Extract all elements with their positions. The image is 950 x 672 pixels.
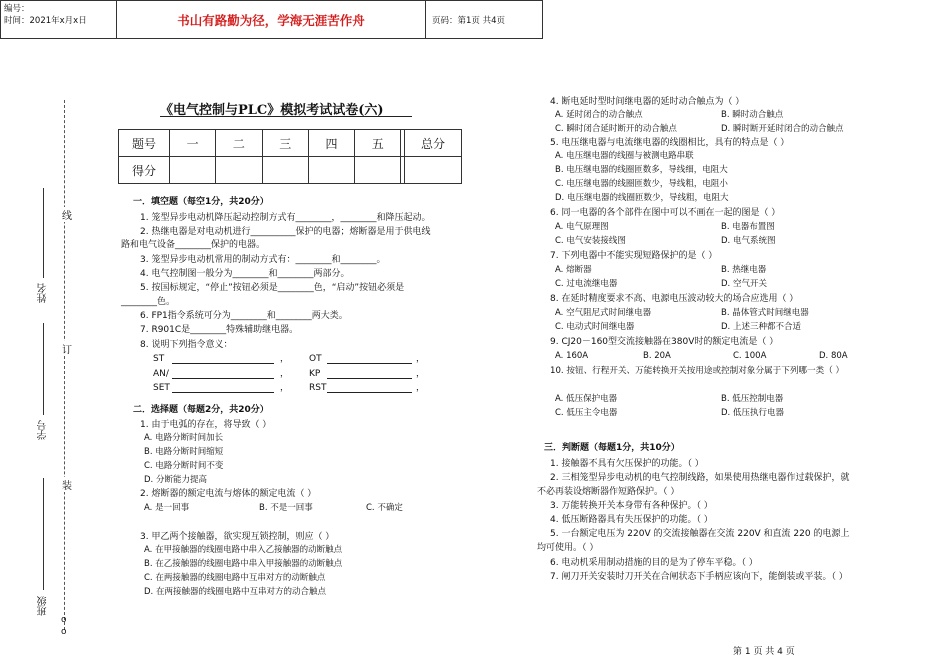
binding-circle-top: o xyxy=(61,615,67,625)
comma: ， xyxy=(280,383,290,393)
s2-q6-opt-c[interactable]: C. 电气安装接线图 xyxy=(555,236,626,246)
score-input-cell[interactable] xyxy=(216,157,262,184)
s1-q2a: 2. 热继电器是对电动机进行__________保护的电器；熔断器是用于供电线 xyxy=(140,227,431,237)
s2-q5-opt-b[interactable]: B. 电压继电器的线圈匝数多，导线细，电阻大 xyxy=(555,165,728,175)
s2-q8-opt-a[interactable]: A. 空气阻尼式时间继电器 xyxy=(555,308,652,318)
s2-q2: 2. 熔断器的额定电流与熔体的额定电流（ ） xyxy=(140,489,317,499)
s2-q6: 6. 同一电器的各个部件在图中可以不画在一起的图是（ ） xyxy=(550,208,781,218)
name-line xyxy=(43,188,44,278)
binding-zhuang: 装 xyxy=(62,477,72,492)
score-input-cell[interactable] xyxy=(262,157,308,184)
score-cell: 四 xyxy=(308,130,354,157)
class-label: 班级 xyxy=(38,596,49,616)
s2-q10-opt-c[interactable]: C. 低压主令电器 xyxy=(555,408,618,418)
s2-q4-opt-b[interactable]: B. 瞬时动合触点 xyxy=(721,110,784,120)
s1-q3: 3. 笼型异步电动机常用的制动方式有：________和________。 xyxy=(140,255,386,265)
page-header xyxy=(0,0,543,39)
section1-heading: 一．填空题（每空1分，共20分） xyxy=(133,197,269,207)
s2-q6-opt-a[interactable]: A. 电气原理图 xyxy=(555,222,609,232)
s2-q9-opt-b[interactable]: B. 20A xyxy=(643,351,671,361)
s2-q7: 7. 下列电器中不能实现短路保护的是（ ） xyxy=(550,251,718,261)
s2-q9-opt-a[interactable]: A. 160A xyxy=(555,351,589,361)
s2-q3-opt-c[interactable]: C. 在两接触器的线圈电路中互串对方的动断触点 xyxy=(144,573,326,583)
student-id-label: 学号 xyxy=(38,420,49,440)
s2-q10: 10. 按钮、行程开关、万能转换开关按用途或控制对象分属于下列哪一类（ ） xyxy=(550,366,845,376)
s2-q4-opt-d[interactable]: D. 瞬时断开延时闭合的动合触点 xyxy=(721,124,844,134)
motto: 书山有路勤为径，学海无涯苦作舟 xyxy=(117,1,426,38)
instr-st: ST xyxy=(153,354,165,364)
instr-set: SET xyxy=(153,383,170,393)
s2-q1-opt-a[interactable]: A. 电路分断时间加长 xyxy=(144,433,224,443)
s2-q4-opt-a[interactable]: A. 延时闭合的动合触点 xyxy=(555,110,643,120)
s3-item-4: 4. 低压断路器具有失压保护的功能。（ ） xyxy=(550,515,713,525)
binding-circle-bottom: o xyxy=(61,627,67,637)
s2-q4-opt-c[interactable]: C. 瞬时闭合延时断开的动合触点 xyxy=(555,124,677,134)
s2-q3: 3. 甲乙两个接触器，欲实现互锁控制，则应（ ） xyxy=(140,532,335,542)
s2-q7-opt-d[interactable]: D. 空气开关 xyxy=(721,279,767,289)
s2-q1-opt-b[interactable]: B. 电路分断时间缩短 xyxy=(144,447,224,457)
title-underline xyxy=(160,116,412,117)
binding-line xyxy=(64,100,65,630)
s2-q8-opt-c[interactable]: C. 电动式时间继电器 xyxy=(555,322,635,332)
section2-heading: 二．选择题（每题2分，共20分） xyxy=(133,405,269,415)
s2-q7-opt-b[interactable]: B. 热继电器 xyxy=(721,265,767,275)
binding-xian: 线 xyxy=(62,207,72,222)
s3-item-1: 1. 接触器不具有欠压保护的功能。（ ） xyxy=(550,459,704,469)
score-table-header-row xyxy=(119,130,462,157)
s2-q2-opt-b[interactable]: B. 不是一回事 xyxy=(259,503,313,513)
s2-q8: 8. 在延时精度要求不高、电源电压波动较大的场合应选用（ ） xyxy=(550,294,799,304)
name-label: 姓名 xyxy=(38,283,49,303)
class-line xyxy=(43,478,44,590)
s3-item-5: 5. 一台额定电压为 220V 的交流接触器在交流 220V 和直流 220 的电源上 xyxy=(550,529,850,539)
time-label: 时间：2021年x月x日 xyxy=(4,16,87,26)
s2-q8-opt-d[interactable]: D. 上述三种都不合适 xyxy=(721,322,801,332)
instr-rst: RST xyxy=(309,383,327,393)
comma: ， xyxy=(416,383,426,393)
score-input-cell[interactable] xyxy=(170,157,216,184)
page-label: 页码：第1页 共4页 xyxy=(432,15,506,26)
s2-q6-opt-b[interactable]: B. 电器布置图 xyxy=(721,222,775,232)
binding-ding: 订 xyxy=(62,341,72,356)
s1-q4: 4. 电气控制图一般分为________和________两部分。 xyxy=(140,269,350,279)
s2-q5: 5. 电压继电器与电流继电器的线圈相比，具有的特点是（ ） xyxy=(550,138,790,148)
s3-item-5b: 均可使用。（ ） xyxy=(537,543,599,553)
instr-an: AN/ xyxy=(153,369,169,379)
comma: ， xyxy=(416,369,426,379)
score-cell: 题号 xyxy=(119,130,170,157)
blank-line[interactable] xyxy=(172,363,274,364)
comma: ， xyxy=(416,354,426,364)
s2-q6-opt-d[interactable]: D. 电气系统图 xyxy=(721,236,776,246)
score-cell: 总分 xyxy=(405,130,462,157)
s2-q9-opt-c[interactable]: C. 100A xyxy=(733,351,767,361)
score-table xyxy=(118,129,462,184)
score-input-cell[interactable] xyxy=(308,157,354,184)
s2-q3-opt-d[interactable]: D. 在两接触器的线圈电路中互串对方的动合触点 xyxy=(144,587,326,597)
page-footer: 第 1 页 共 4 页 xyxy=(733,647,795,657)
s1-q7: 7. R901C是________特殊辅助继电器。 xyxy=(140,325,299,335)
s2-q8-opt-b[interactable]: B. 晶体管式时间继电器 xyxy=(721,308,809,318)
blank-line[interactable] xyxy=(327,392,412,393)
s2-q1-opt-c[interactable]: C. 电路分断时间不变 xyxy=(144,461,224,471)
score-cell: 三 xyxy=(262,130,308,157)
s2-q7-opt-c[interactable]: C. 过电流继电器 xyxy=(555,279,618,289)
s2-q5-opt-c[interactable]: C. 电压继电器的线圈匝数少，导线粗，电阻小 xyxy=(555,179,728,189)
s3-item-3: 3. 万能转换开关本身带有各种保护。（ ） xyxy=(550,501,713,511)
s2-q4: 4. 断电延时型时间继电器的延时动合触点为（ ） xyxy=(550,97,745,107)
instr-ot: OT xyxy=(309,354,322,364)
blank-line[interactable] xyxy=(327,378,412,379)
s3-item-2: 2. 三相笼型异步电动机的电气控制线路，如果使用热继电器作过载保护，就 xyxy=(550,473,850,483)
instr-kp: KP xyxy=(309,369,321,379)
s2-q10-opt-a[interactable]: A. 低压保护电器 xyxy=(555,394,618,404)
s2-q2-opt-a[interactable]: A. 是一回事 xyxy=(144,503,190,513)
s2-q10-opt-d[interactable]: D. 低压执行电器 xyxy=(721,408,784,418)
score-row-label: 得分 xyxy=(119,157,170,184)
s2-q1-opt-d[interactable]: D. 分断能力提高 xyxy=(144,475,207,485)
s3-item-2b: 不必再装设熔断器作短路保护。（ ） xyxy=(537,487,680,497)
s2-q2-opt-c[interactable]: C. 不确定 xyxy=(366,503,403,513)
s3-item-7: 7. 闸刀开关安装时刀开关在合闸状态下手柄应该向下，能倒装或平装。（ ） xyxy=(550,572,848,582)
section3-heading: 三．判断题（每题1分，共10分） xyxy=(544,443,680,453)
s2-q5-opt-d[interactable]: D. 电压继电器的线圈匝数少，导线粗，电阻大 xyxy=(555,193,729,203)
s2-q1: 1. 由于电弧的存在，将导致（ ） xyxy=(140,420,272,430)
blank-line[interactable] xyxy=(327,363,412,364)
s1-q1: 1. 笼型异步电动机降压起动控制方式有________，________和降压起动。 xyxy=(140,213,431,223)
s1-q5a: 5. 按国标规定，“停止”按钮必须是________色，“启动”按钮必须是 xyxy=(140,283,405,293)
blank-line[interactable] xyxy=(172,392,274,393)
s2-q5-opt-a[interactable]: A. 电压继电器的线圈与被测电路串联 xyxy=(555,151,694,161)
s3-item-6: 6. 电动机采用制动措施的目的是为了停车平稳。（ ） xyxy=(550,558,758,568)
student-id-line xyxy=(43,323,44,415)
s2-q3-opt-b[interactable]: B. 在乙接触器的线圈电路中串入甲接触器的动断触点 xyxy=(144,559,343,569)
score-input-cell[interactable] xyxy=(355,157,401,184)
s1-q6: 6. FP1指令系统可分为________和________两大类。 xyxy=(140,311,348,321)
s2-q7-opt-a[interactable]: A. 熔断器 xyxy=(555,265,592,275)
comma: ， xyxy=(280,354,290,364)
score-cell: 一 xyxy=(170,130,216,157)
s2-q10-opt-b[interactable]: B. 低压控制电器 xyxy=(721,394,784,404)
score-cell: 五 xyxy=(355,130,401,157)
comma: ， xyxy=(280,369,290,379)
score-table-score-row xyxy=(119,157,462,184)
s2-q9: 9. CJ20－160型交流接触器在380V时的额定电流是（ ） xyxy=(550,337,779,347)
header-meta xyxy=(1,1,117,38)
s2-q9-opt-d[interactable]: D. 80A xyxy=(819,351,848,361)
number-label: 编号： xyxy=(4,4,30,14)
score-cell: 二 xyxy=(216,130,262,157)
s1-q2b: 路和电气设备________保护的电器。 xyxy=(121,240,266,250)
score-input-cell[interactable] xyxy=(405,157,462,184)
exam-title: 《电气控制与PLC》模拟考试试卷(六) xyxy=(160,103,384,118)
s1-q5b: ________色。 xyxy=(121,297,176,307)
s1-q8: 8. 说明下列指令意义： xyxy=(140,340,233,350)
blank-line[interactable] xyxy=(172,378,274,379)
s2-q3-opt-a[interactable]: A. 在甲接触器的线圈电路中串入乙接触器的动断触点 xyxy=(144,545,343,555)
